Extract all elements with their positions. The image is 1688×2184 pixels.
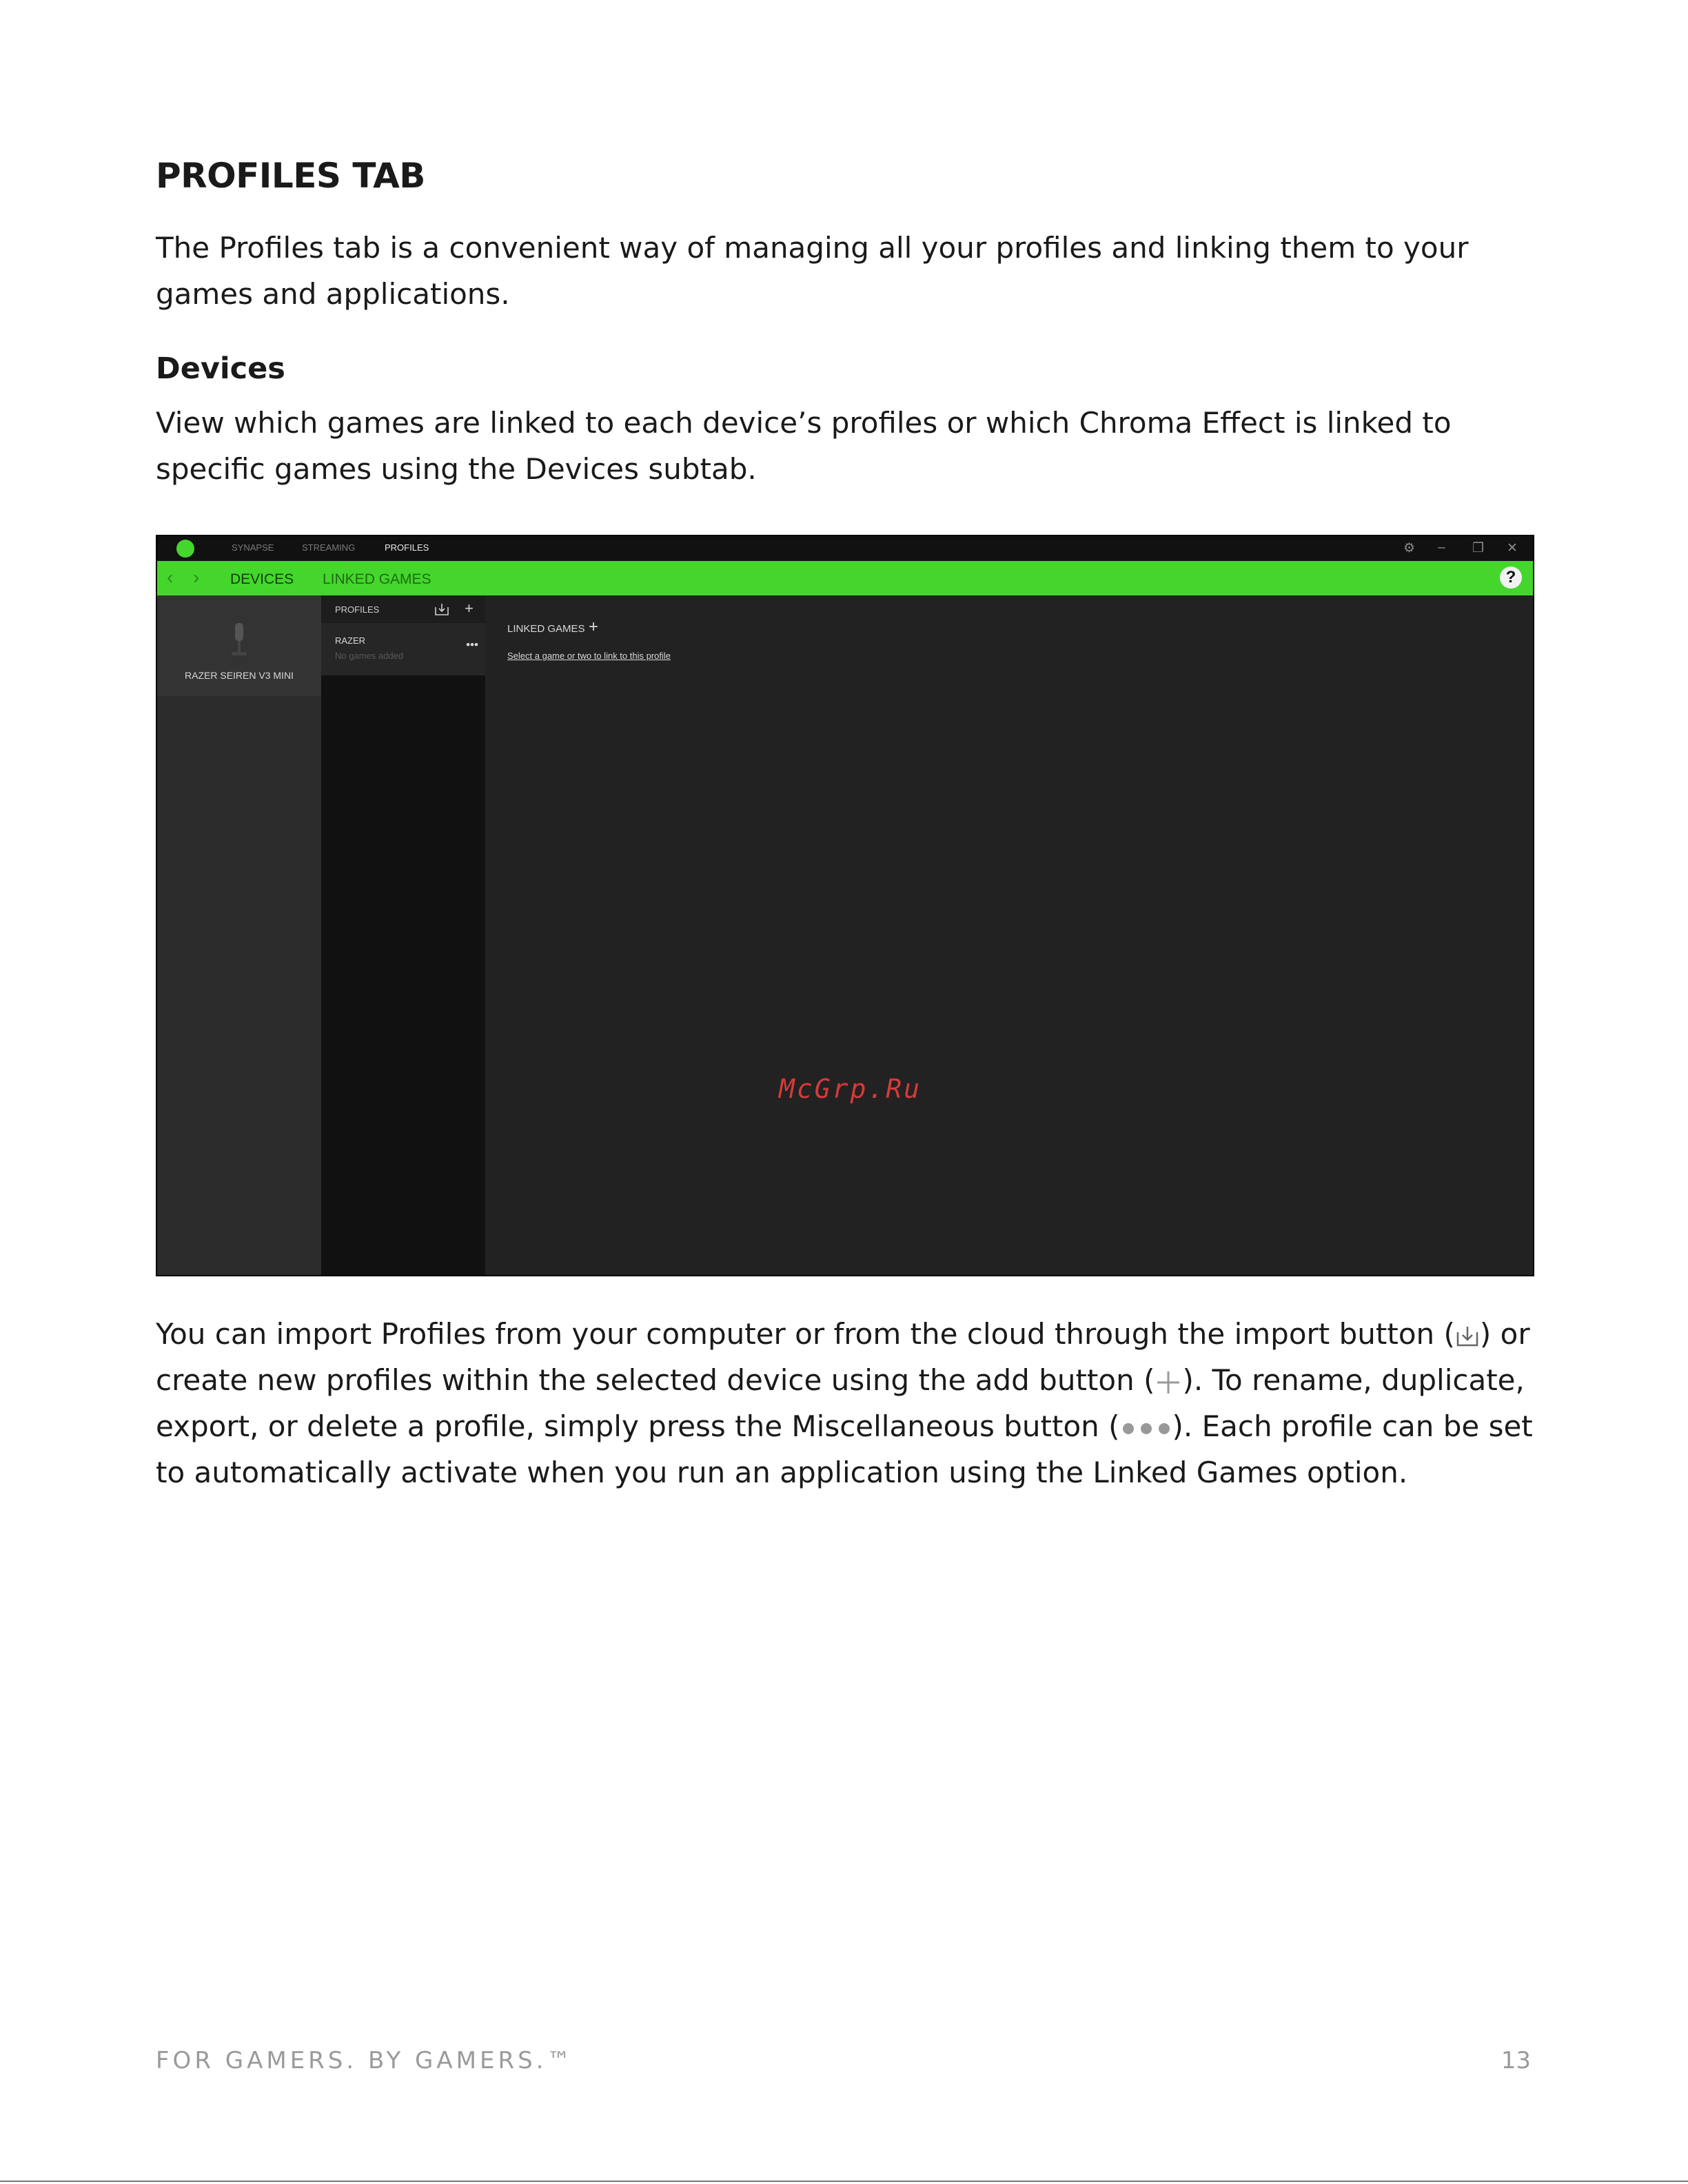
page-number: 13 (1501, 2047, 1531, 2074)
device-name: RAZER SEIREN V3 MINI (185, 670, 294, 681)
razer-logo-icon (176, 540, 194, 558)
profile-item[interactable] (321, 623, 485, 675)
body-text-1: You can import Profiles from your computer or from the cloud through the import button ( (156, 1317, 1455, 1351)
help-icon[interactable]: ? (1500, 567, 1522, 589)
tab-profiles[interactable]: PROFILES (385, 542, 429, 553)
subtab-bar (157, 561, 1533, 595)
device-card[interactable] (157, 595, 321, 696)
section-title: PROFILES TAB (156, 156, 425, 196)
profiles-header (321, 595, 485, 623)
footer-tagline: FOR GAMERS. BY GAMERS.™ (156, 2047, 574, 2074)
body-text-4: ). Each profile can be set to automatically activate when you run an application using the Linked Games option. (156, 1409, 1533, 1489)
settings-gear-icon[interactable]: ⚙ (1403, 541, 1416, 555)
profile-name: RAZER (335, 635, 366, 646)
back-arrow-icon[interactable]: ‹ (167, 567, 174, 588)
microphone-icon (230, 622, 249, 659)
title-bar (157, 536, 1533, 561)
misc-icon[interactable]: ••• (466, 638, 478, 651)
import-icon[interactable] (434, 602, 449, 616)
add-icon (1155, 1369, 1182, 1396)
synapse-window (156, 535, 1534, 1276)
intro-paragraph: The Profiles tab is a convenient way of managing all your profiles and linking them to your games and applications. (156, 231, 1469, 311)
close-icon[interactable]: ✕ (1507, 541, 1518, 555)
subsection-title: Devices (156, 351, 285, 386)
profile-list (321, 595, 485, 1275)
profile-status: No games added (335, 651, 404, 661)
link-game-hint[interactable]: Select a game or two to link to this profile (507, 651, 671, 661)
watermark: McGrp.Ru (779, 1074, 922, 1104)
body-text-3: ). To rename, duplicate, export, or delete a profile, simply press the Miscellaneous button ( (156, 1363, 1525, 1443)
subtab-devices[interactable]: DEVICES (230, 571, 294, 587)
profiles-label: PROFILES (335, 604, 380, 615)
minimize-icon[interactable]: – (1438, 540, 1445, 555)
linked-games-label: LINKED GAMES (507, 623, 585, 635)
body-text-2: ) or create new profiles within the selected device using the add button ( (156, 1317, 1530, 1397)
forward-arrow-icon[interactable]: › (193, 567, 200, 588)
tab-synapse[interactable]: SYNAPSE (232, 542, 274, 553)
import-icon (1455, 1325, 1480, 1348)
device-list (157, 595, 321, 1275)
linked-games-panel (485, 595, 1533, 1275)
subtab-linked-games[interactable]: LINKED GAMES (323, 571, 431, 587)
restore-icon[interactable]: ❐ (1472, 541, 1485, 555)
devices-paragraph: View which games are linked to each device’s profiles or which Chroma Effect is linked to specific games using the Devices subtab. (156, 406, 1452, 486)
add-linked-game-icon[interactable]: + (589, 618, 599, 636)
body-paragraph (156, 1311, 1541, 1496)
add-profile-icon[interactable]: + (465, 600, 474, 617)
page-edge-rule (0, 2181, 1688, 2182)
tab-streaming[interactable]: STREAMING (302, 542, 356, 553)
misc-dots-icon (1120, 1420, 1172, 1437)
